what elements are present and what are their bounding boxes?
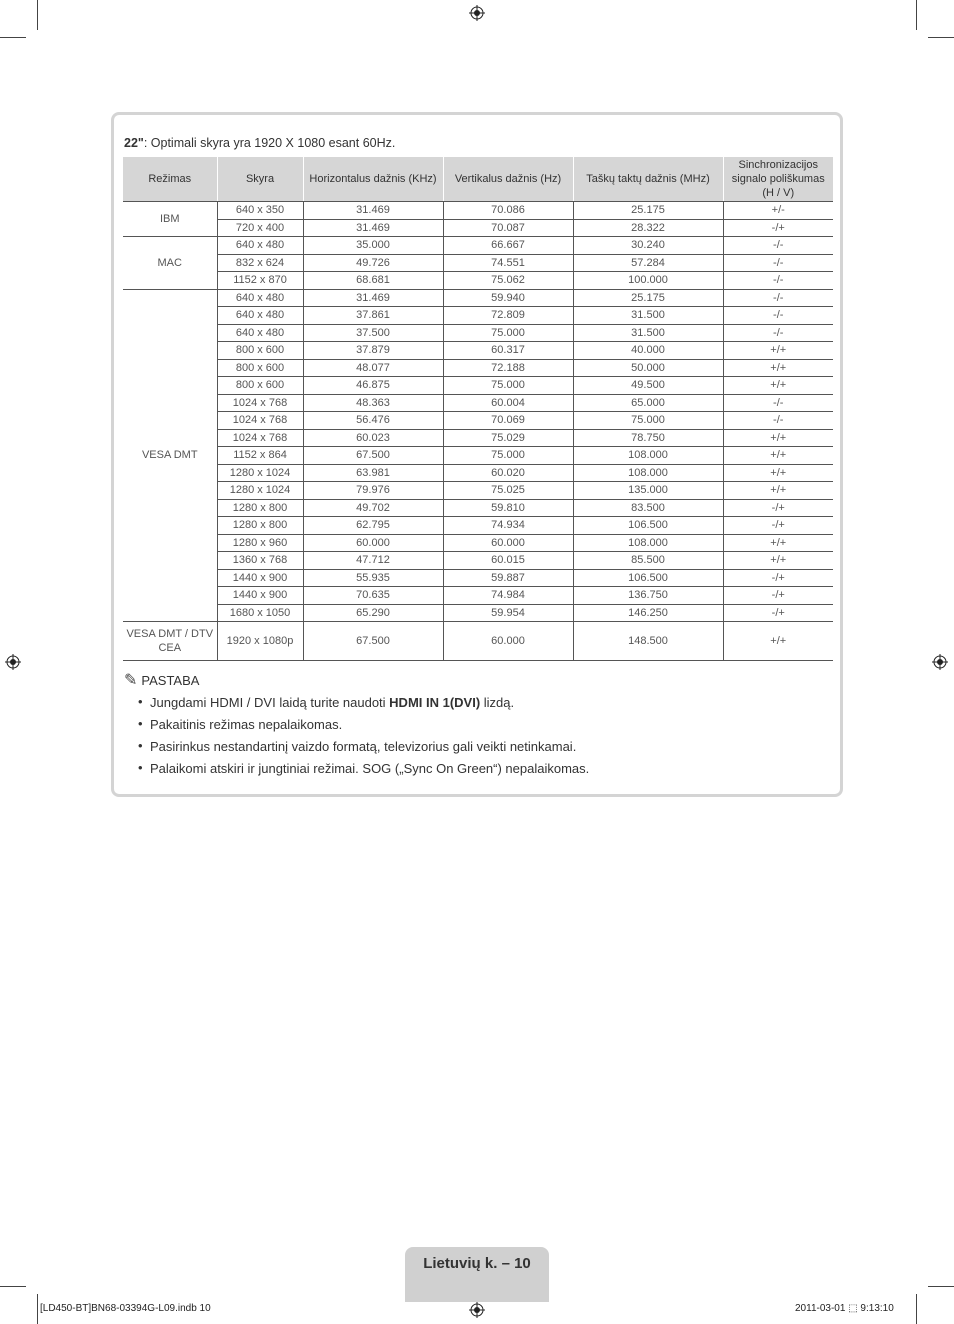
table-cell: 31.469 bbox=[303, 219, 443, 237]
table-cell: 37.879 bbox=[303, 342, 443, 360]
column-header: Sinchronizacijos signalo poliškumas (H / V) bbox=[723, 157, 833, 202]
table-cell: 1360 x 768 bbox=[217, 552, 303, 570]
note-item bbox=[150, 740, 824, 754]
table-row bbox=[123, 324, 833, 342]
note-item bbox=[150, 718, 824, 732]
table-cell: 1152 x 864 bbox=[217, 447, 303, 465]
table-row bbox=[123, 394, 833, 412]
table-cell: 106.500 bbox=[573, 517, 723, 535]
table-cell: 65.000 bbox=[573, 394, 723, 412]
note-title: PASTABA bbox=[141, 672, 200, 688]
table-cell: 800 x 600 bbox=[217, 342, 303, 360]
table-cell: 25.175 bbox=[573, 289, 723, 307]
table-cell: 66.667 bbox=[443, 237, 573, 255]
table-cell: -/- bbox=[723, 394, 833, 412]
column-header: Skyra bbox=[217, 157, 303, 202]
table-cell: 1920 x 1080p bbox=[217, 622, 303, 661]
table-cell: 75.000 bbox=[443, 447, 573, 465]
registration-mark-icon bbox=[469, 5, 485, 21]
table-row bbox=[123, 412, 833, 430]
table-cell: 60.020 bbox=[443, 464, 573, 482]
note-text: Palaikomi atskiri ir jungtiniai režimai. SOG („Sync On Green“) nepalaikomas. bbox=[150, 761, 590, 776]
table-cell: +/+ bbox=[723, 447, 833, 465]
table-row bbox=[123, 604, 833, 622]
table-cell: 832 x 624 bbox=[217, 254, 303, 272]
table-row bbox=[123, 534, 833, 552]
table-header-row bbox=[123, 157, 833, 202]
column-header: Režimas bbox=[123, 157, 217, 202]
table-cell: 75.029 bbox=[443, 429, 573, 447]
table-row bbox=[123, 447, 833, 465]
table-cell: 640 x 480 bbox=[217, 289, 303, 307]
table-cell: 48.077 bbox=[303, 359, 443, 377]
note-text: Pakaitinis režimas nepalaikomas. bbox=[150, 717, 343, 732]
table-cell: +/+ bbox=[723, 534, 833, 552]
crop-mark bbox=[916, 1294, 917, 1324]
table-cell: 31.500 bbox=[573, 324, 723, 342]
table-row bbox=[123, 377, 833, 395]
table-cell: 67.500 bbox=[303, 447, 443, 465]
table-cell: 72.809 bbox=[443, 307, 573, 325]
table-cell: 74.934 bbox=[443, 517, 573, 535]
table-cell: 70.069 bbox=[443, 412, 573, 430]
table-row bbox=[123, 254, 833, 272]
table-row bbox=[123, 499, 833, 517]
table-cell: 70.086 bbox=[443, 202, 573, 220]
table-cell: 31.469 bbox=[303, 202, 443, 220]
table-cell: 62.795 bbox=[303, 517, 443, 535]
page-label: Lietuvių k. – 10 bbox=[423, 1255, 531, 1272]
table-cell: -/- bbox=[723, 254, 833, 272]
table-cell: 85.500 bbox=[573, 552, 723, 570]
footer-file-info: [LD450-BT]BN68-03394G-L09.indb 10 bbox=[40, 1303, 211, 1314]
table-cell: 108.000 bbox=[573, 534, 723, 552]
table-cell: 59.940 bbox=[443, 289, 573, 307]
table-row bbox=[123, 272, 833, 290]
registration-mark-icon bbox=[932, 654, 948, 670]
table-cell: 60.015 bbox=[443, 552, 573, 570]
table-cell: -/+ bbox=[723, 517, 833, 535]
table-cell: 48.363 bbox=[303, 394, 443, 412]
note-list bbox=[124, 696, 824, 776]
table-cell: 146.250 bbox=[573, 604, 723, 622]
table-cell: +/+ bbox=[723, 342, 833, 360]
table-cell: 1440 x 900 bbox=[217, 587, 303, 605]
note-header bbox=[124, 670, 824, 690]
table-cell: -/- bbox=[723, 324, 833, 342]
table-cell: 75.025 bbox=[443, 482, 573, 500]
table-cell: 40.000 bbox=[573, 342, 723, 360]
table-cell: 47.712 bbox=[303, 552, 443, 570]
table-cell: 67.500 bbox=[303, 622, 443, 661]
table-cell: 83.500 bbox=[573, 499, 723, 517]
table-cell: +/+ bbox=[723, 429, 833, 447]
table-cell: 31.469 bbox=[303, 289, 443, 307]
crop-mark bbox=[0, 37, 26, 38]
table-cell: 720 x 400 bbox=[217, 219, 303, 237]
table-cell: +/+ bbox=[723, 377, 833, 395]
table-cell: 1152 x 870 bbox=[217, 272, 303, 290]
table-cell: 1280 x 1024 bbox=[217, 464, 303, 482]
table-cell: 49.500 bbox=[573, 377, 723, 395]
table-cell: 60.000 bbox=[443, 622, 573, 661]
table-row bbox=[123, 359, 833, 377]
table-cell: 74.551 bbox=[443, 254, 573, 272]
table-cell: 50.000 bbox=[573, 359, 723, 377]
optimal-resolution-text: : Optimali skyra yra 1920 X 1080 esant 60Hz. bbox=[143, 136, 396, 150]
table-cell: 78.750 bbox=[573, 429, 723, 447]
table-cell: -/+ bbox=[723, 587, 833, 605]
footer-timestamp: 2011-03-01 ⬚ 9:13:10 bbox=[795, 1303, 894, 1314]
mode-cell: VESA DMT / DTV CEA bbox=[123, 622, 217, 661]
table-cell: -/+ bbox=[723, 569, 833, 587]
table-row bbox=[123, 482, 833, 500]
table-cell: 49.702 bbox=[303, 499, 443, 517]
table-cell: 1024 x 768 bbox=[217, 412, 303, 430]
column-header: Horizontalus dažnis (KHz) bbox=[303, 157, 443, 202]
crop-mark bbox=[0, 1286, 26, 1287]
note-item bbox=[150, 762, 824, 776]
table-row bbox=[123, 464, 833, 482]
note-text: Jungdami HDMI / DVI laidą turite naudoti bbox=[150, 695, 390, 710]
table-cell: 75.062 bbox=[443, 272, 573, 290]
table-cell: 30.240 bbox=[573, 237, 723, 255]
table-cell: 59.810 bbox=[443, 499, 573, 517]
table-cell: 59.887 bbox=[443, 569, 573, 587]
table-cell: 108.000 bbox=[573, 464, 723, 482]
crop-mark bbox=[916, 0, 917, 30]
column-header: Taškų taktų dažnis (MHz) bbox=[573, 157, 723, 202]
table-row bbox=[123, 429, 833, 447]
table-cell: 37.861 bbox=[303, 307, 443, 325]
table-cell: 25.175 bbox=[573, 202, 723, 220]
table-cell: 1024 x 768 bbox=[217, 429, 303, 447]
table-cell: -/- bbox=[723, 237, 833, 255]
note-text: lizdą. bbox=[480, 695, 515, 710]
table-cell: 1440 x 900 bbox=[217, 569, 303, 587]
table-cell: 70.087 bbox=[443, 219, 573, 237]
table-cell: 46.875 bbox=[303, 377, 443, 395]
table-cell: 37.500 bbox=[303, 324, 443, 342]
mode-cell: VESA DMT bbox=[123, 289, 217, 622]
table-cell: 35.000 bbox=[303, 237, 443, 255]
table-body bbox=[123, 202, 833, 661]
table-cell: +/+ bbox=[723, 482, 833, 500]
crop-mark bbox=[37, 1294, 38, 1324]
table-cell: 106.500 bbox=[573, 569, 723, 587]
table-cell: -/- bbox=[723, 289, 833, 307]
table-cell: 70.635 bbox=[303, 587, 443, 605]
note-text: Pasirinkus nestandartinį vaizdo formatą, televizorius gali veikti netinkamai. bbox=[150, 739, 577, 754]
mode-cell: IBM bbox=[123, 202, 217, 237]
table-cell: +/- bbox=[723, 202, 833, 220]
crop-mark bbox=[928, 1286, 954, 1287]
table-cell: 55.935 bbox=[303, 569, 443, 587]
table-cell: -/- bbox=[723, 272, 833, 290]
table-row bbox=[123, 307, 833, 325]
table-cell: 1280 x 960 bbox=[217, 534, 303, 552]
registration-mark-icon bbox=[469, 1302, 485, 1318]
table-cell: 1280 x 800 bbox=[217, 499, 303, 517]
page-number-tab bbox=[405, 1247, 549, 1302]
note-section bbox=[124, 670, 824, 784]
display-modes-table bbox=[123, 157, 833, 661]
table-cell: -/+ bbox=[723, 499, 833, 517]
table-cell: 59.954 bbox=[443, 604, 573, 622]
table-cell: 148.500 bbox=[573, 622, 723, 661]
table-row bbox=[123, 289, 833, 307]
table-cell: 1280 x 1024 bbox=[217, 482, 303, 500]
table-cell: 60.004 bbox=[443, 394, 573, 412]
note-item bbox=[150, 696, 824, 710]
table-row bbox=[123, 587, 833, 605]
table-cell: 28.322 bbox=[573, 219, 723, 237]
table-cell: 60.000 bbox=[443, 534, 573, 552]
table-row bbox=[123, 569, 833, 587]
table-cell: 56.476 bbox=[303, 412, 443, 430]
table-cell: 60.000 bbox=[303, 534, 443, 552]
table-row bbox=[123, 622, 833, 661]
table-cell: 75.000 bbox=[573, 412, 723, 430]
table-cell: -/+ bbox=[723, 219, 833, 237]
table-cell: 800 x 600 bbox=[217, 359, 303, 377]
table-cell: +/+ bbox=[723, 359, 833, 377]
table-cell: -/- bbox=[723, 412, 833, 430]
table-cell: 49.726 bbox=[303, 254, 443, 272]
table-cell: 640 x 480 bbox=[217, 237, 303, 255]
table-cell: 79.976 bbox=[303, 482, 443, 500]
table-row bbox=[123, 517, 833, 535]
table-cell: 1680 x 1050 bbox=[217, 604, 303, 622]
table-cell: +/+ bbox=[723, 622, 833, 661]
content-box bbox=[111, 112, 843, 797]
table-cell: 60.317 bbox=[443, 342, 573, 360]
crop-mark bbox=[928, 37, 954, 38]
table-row bbox=[123, 552, 833, 570]
table-row bbox=[123, 342, 833, 360]
table-cell: 68.681 bbox=[303, 272, 443, 290]
table-cell: -/- bbox=[723, 307, 833, 325]
table-cell: 135.000 bbox=[573, 482, 723, 500]
table-cell: 63.981 bbox=[303, 464, 443, 482]
table-cell: 72.188 bbox=[443, 359, 573, 377]
mode-cell: MAC bbox=[123, 237, 217, 290]
table-cell: 1280 x 800 bbox=[217, 517, 303, 535]
table-cell: 57.284 bbox=[573, 254, 723, 272]
table-cell: 31.500 bbox=[573, 307, 723, 325]
note-bold-text: HDMI IN 1(DVI) bbox=[389, 695, 481, 710]
table-row bbox=[123, 237, 833, 255]
table-cell: 640 x 480 bbox=[217, 324, 303, 342]
table-cell: 75.000 bbox=[443, 377, 573, 395]
table-cell: 65.290 bbox=[303, 604, 443, 622]
optimal-resolution-line bbox=[124, 136, 395, 150]
table-cell: 640 x 350 bbox=[217, 202, 303, 220]
table-cell: -/+ bbox=[723, 604, 833, 622]
table-row bbox=[123, 202, 833, 220]
column-header: Vertikalus dažnis (Hz) bbox=[443, 157, 573, 202]
table-cell: 640 x 480 bbox=[217, 307, 303, 325]
table-cell: +/+ bbox=[723, 464, 833, 482]
crop-mark bbox=[37, 0, 38, 30]
table-cell: 1024 x 768 bbox=[217, 394, 303, 412]
table-cell: +/+ bbox=[723, 552, 833, 570]
model-size: 22" bbox=[124, 136, 144, 150]
pencil-icon: ✎ bbox=[124, 672, 138, 689]
table-cell: 108.000 bbox=[573, 447, 723, 465]
table-cell: 100.000 bbox=[573, 272, 723, 290]
registration-mark-icon bbox=[5, 654, 21, 670]
table-row bbox=[123, 219, 833, 237]
table-cell: 74.984 bbox=[443, 587, 573, 605]
table-cell: 75.000 bbox=[443, 324, 573, 342]
table-cell: 800 x 600 bbox=[217, 377, 303, 395]
table-cell: 136.750 bbox=[573, 587, 723, 605]
table-cell: 60.023 bbox=[303, 429, 443, 447]
